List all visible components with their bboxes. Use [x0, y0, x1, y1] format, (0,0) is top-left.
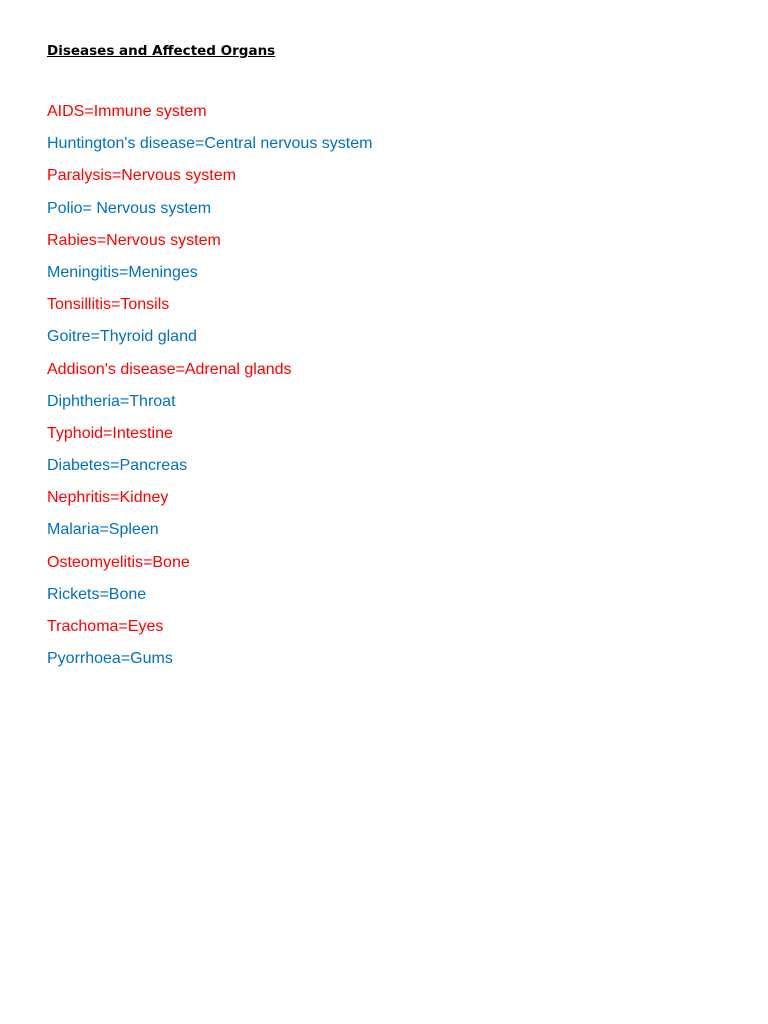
list-item: Malaria=Spleen	[47, 521, 159, 539]
list-item: Rabies=Nervous system	[47, 231, 221, 249]
list-item: Rickets=Bone	[47, 585, 147, 603]
document-page	[47, 40, 727, 668]
list-item: Huntington's disease=Central nervous system	[47, 135, 373, 153]
list-item: Typhoid=Intestine	[47, 424, 173, 442]
list-item: AIDS=Immune system	[47, 103, 207, 120]
list-item: Pyorrhoea=Gums	[47, 650, 173, 668]
list-item: Addison's disease=Adrenal glands	[47, 360, 292, 378]
list-item: Diphtheria=Throat	[47, 392, 176, 410]
list-item: Diabetes=Pancreas	[47, 457, 188, 475]
list-item: Osteomyelitis=Bone	[47, 553, 190, 571]
list-item: Paralysis=Nervous system	[47, 167, 236, 185]
list-item: Meningitis=Meninges	[47, 263, 198, 281]
document-title: Diseases and Affected Organs	[47, 43, 276, 59]
list-item: Trachoma=Eyes	[47, 618, 164, 635]
list-item: Tonsillitis=Tonsils	[47, 296, 170, 314]
list-item: Goitre=Thyroid gland	[47, 328, 197, 346]
list-item: Polio= Nervous system	[47, 199, 212, 217]
list-item: Nephritis=Kidney	[47, 489, 169, 507]
disease-list	[47, 101, 372, 680]
